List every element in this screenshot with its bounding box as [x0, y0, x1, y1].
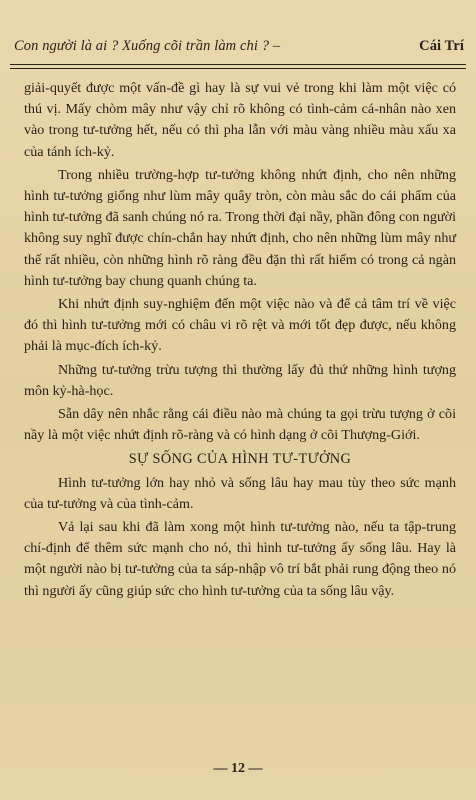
header-rule — [10, 64, 466, 65]
running-header — [14, 38, 464, 55]
paragraph: Những tư-tưởng trừu tượng thì thường lấy đủ thứ những hình tượng môn kỷ-hà-học. — [24, 361, 456, 399]
section-heading: SỰ SỐNG CỦA HÌNH TƯ-TƯỞNG — [128, 451, 352, 468]
paragraph: Sẵn dây nên nhắc rằng cái điều nào mà chúng ta gọi trừu tượng ở cõi nầy là một việc nhứt định rõ-ràng và có hình dạng ở cõi Thượng-Giới. — [24, 406, 456, 444]
running-title: Con người là ai ? Xuống cõi trần làm chi ? – — [14, 38, 281, 54]
paragraph: Hình tư-tưởng lớn hay nhỏ và sống lâu hay mau tùy theo sức mạnh của tư-tưởng và của tình-cảm. — [24, 474, 456, 512]
running-author: Cái Trí — [419, 38, 464, 54]
paragraph: Khi nhứt định suy-nghiệm đến một việc nào và để cả tâm trí về việc đó thì hình tư-tưởng mới có châu vi rõ rệt và mới tốt đẹp được, nếu không phải là mục-đích ích-kỷ. — [24, 296, 456, 355]
body-text — [24, 78, 456, 604]
paragraph: Vả lại sau khi đã làm xong một hình tư-tưởng nào, nếu ta tập-trung chí-định để thêm sức mạnh cho nó, thì hình tư-tưởng ấy sống lâu. Hay là một người nào bị tư-tưởng của ta sáp-nhập vô trí bắt phải rung động theo nó thì người ấy cũng giúp sức cho hình tư-tưởng của ta sống lâu vậy. — [24, 519, 456, 599]
paragraph: Trong nhiều trường-hợp tư-tưởng không nhứt định, cho nên những hình tư-tưởng giống như lùm mây quây tròn, còn màu sắc do cái phẩm của hình tư-tưởng đã sanh chúng nó ra. Trong thời đại nầy, phần đông con người không suy nghĩ được chín-chắn hay nhứt định, cho nên những lùm mây như thế rất nhiều, còn những hình rõ ràng đều đặn thì rất hiếm có trong cả ngàn hình tư-tưởng bay chung quanh chúng ta. — [24, 166, 456, 289]
paragraph: giải-quyết được một vấn-đề gì hay là sự vui vẻ trong khi làm một việc có thú vị. Mấy chòm mây như vậy chỉ rõ không có tình-cảm cá-nhân nào xen vào trong tư-tưởng hết, nếu có thì pha lẫn với màu vàng nhiều màu xấu xa của tánh ích-kỷ. — [24, 80, 456, 160]
page-number: — 12 — — [213, 761, 263, 776]
header-rule-thin — [10, 68, 466, 69]
